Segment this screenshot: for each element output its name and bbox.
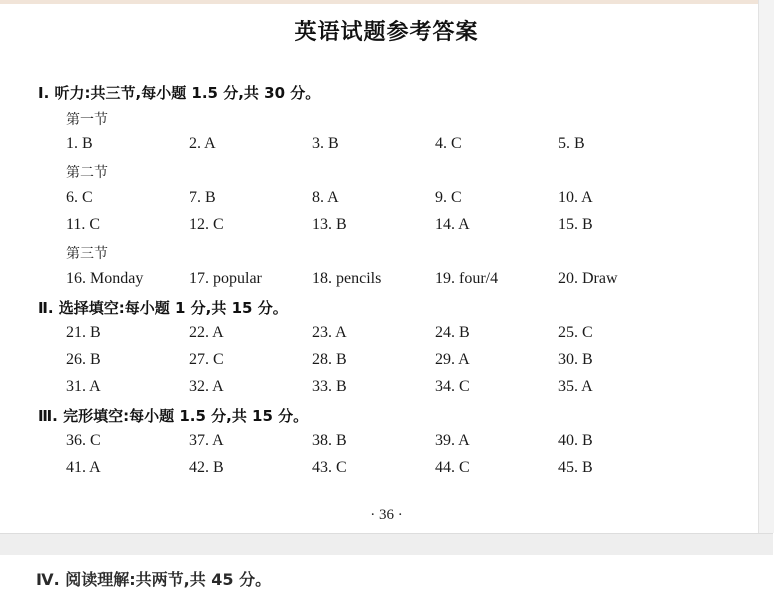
answer-row	[0, 324, 758, 346]
answer-item: 40. B	[558, 432, 593, 449]
answer-item: 32. A	[189, 378, 224, 395]
page-title: 英语试题参考答案	[294, 20, 479, 45]
answer-row	[0, 135, 758, 157]
answer-item: 16. Monday	[66, 270, 144, 287]
answer-item: 38. B	[312, 432, 347, 449]
answer-item: 35. A	[558, 378, 593, 395]
answer-item: 23. A	[312, 324, 347, 341]
answer-item: 33. B	[312, 378, 347, 395]
answer-item: 14. A	[435, 216, 470, 233]
page-right-edge	[758, 0, 774, 533]
section-1-heading: Ⅰ. 听力:共三节,每小题 1.5 分,共 30 分。	[38, 84, 321, 102]
answer-row	[0, 216, 758, 238]
answer-item: 42. B	[189, 459, 224, 476]
answer-item: 39. A	[435, 432, 470, 449]
answer-item: 4. C	[435, 135, 462, 152]
answer-item: 26. B	[66, 351, 101, 368]
answer-item: 29. A	[435, 351, 470, 368]
answer-item: 43. C	[312, 459, 347, 476]
section-1-part-1-heading: 第一节	[66, 112, 108, 128]
section-2-heading: Ⅱ. 选择填空:每小题 1 分,共 15 分。	[38, 299, 288, 317]
answer-item: 12. C	[189, 216, 224, 233]
next-page-heading: Ⅳ. 阅读理解:共两节,共 45 分。	[36, 570, 272, 589]
document-page	[0, 4, 758, 532]
answer-item: 22. A	[189, 324, 224, 341]
page-gap	[0, 533, 773, 556]
answer-item: 27. C	[189, 351, 224, 368]
answer-item: 8. A	[312, 189, 339, 206]
answer-item: 36. C	[66, 432, 101, 449]
answer-item: 30. B	[558, 351, 593, 368]
answer-item: 37. A	[189, 432, 224, 449]
section-3-heading: Ⅲ. 完形填空:每小题 1.5 分,共 15 分。	[38, 407, 309, 425]
answer-item: 9. C	[435, 189, 462, 206]
answer-item: 18. pencils	[312, 270, 382, 287]
answer-item: 24. B	[435, 324, 470, 341]
answer-item: 5. B	[558, 135, 585, 152]
answer-row	[0, 189, 758, 211]
answer-item: 3. B	[312, 135, 339, 152]
page-number: · 36 ·	[370, 507, 403, 523]
answer-item: 28. B	[312, 351, 347, 368]
answer-item: 45. B	[558, 459, 593, 476]
answer-item: 7. B	[189, 189, 216, 206]
answer-row	[0, 432, 758, 454]
answer-item: 44. C	[435, 459, 470, 476]
answer-item: 1. B	[66, 135, 93, 152]
section-1-part-3-heading: 第三节	[66, 246, 108, 262]
answer-item: 25. C	[558, 324, 593, 341]
answer-item: 6. C	[66, 189, 93, 206]
answer-item: 17. popular	[189, 270, 262, 287]
answer-item: 2. A	[189, 135, 216, 152]
answer-item: 10. A	[558, 189, 593, 206]
section-1-part-2-heading: 第二节	[66, 165, 108, 181]
answer-item: 19. four/4	[435, 270, 499, 287]
answer-item: 41. A	[66, 459, 101, 476]
answer-item: 20. Draw	[558, 270, 618, 287]
answer-item: 13. B	[312, 216, 347, 233]
answer-item: 21. B	[66, 324, 101, 341]
answer-item: 34. C	[435, 378, 470, 395]
answer-item: 15. B	[558, 216, 593, 233]
answer-item: 31. A	[66, 378, 101, 395]
answer-row	[0, 351, 758, 373]
answer-item: 11. C	[66, 216, 101, 233]
answer-row	[0, 378, 758, 400]
next-page-preview	[0, 555, 773, 589]
answer-row	[0, 459, 758, 481]
answer-row	[0, 270, 758, 292]
